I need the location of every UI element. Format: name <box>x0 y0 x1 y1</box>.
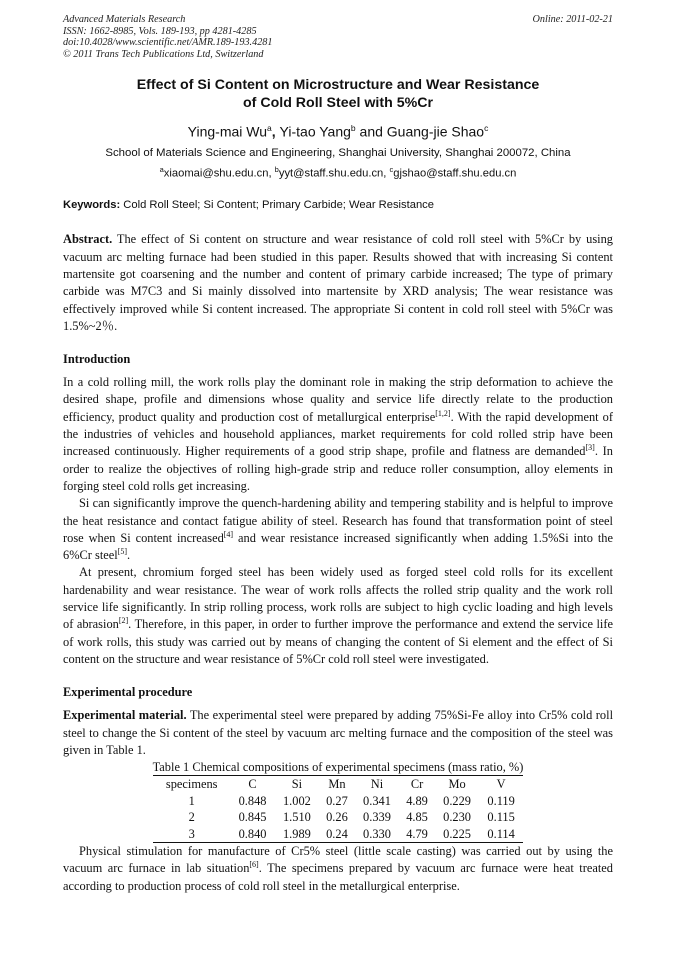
author-conjunction: and <box>355 123 387 140</box>
final-paragraph <box>63 843 613 895</box>
table-cell: 0.119 <box>487 793 515 808</box>
email-address[interactable]: gjshao@staff.shu.edu.cn <box>393 167 517 180</box>
column-header: Si <box>291 777 303 792</box>
table-cell: 2 <box>188 810 195 825</box>
paragraph-text: Si can significantly improve the quench-hardening ability and tempering stability and is helpful to improve the heat resistance and contact fatigue ability of steel. Research has found that transformation point of steel rose when Si content increased <box>63 496 613 545</box>
table-cell: 0.848 <box>238 793 267 808</box>
column-header: Cr <box>410 777 424 792</box>
table-header-row <box>153 776 523 793</box>
table-cell: 0.225 <box>443 826 472 841</box>
table-cell: 1.510 <box>282 810 311 825</box>
table-caption: Table 1 Chemical compositions of experimental specimens (mass ratio, %) <box>152 760 524 775</box>
table-cell: 1.989 <box>282 826 311 841</box>
title-line-1: Effect of Si Content on Microstructure and Wear Resistance <box>136 77 540 93</box>
paper-title <box>63 77 613 112</box>
column-header: Mn <box>328 777 346 792</box>
column-header: Ni <box>370 777 384 792</box>
email-mark: b <box>274 164 279 174</box>
table-row <box>153 793 523 810</box>
email-mark: c <box>389 164 394 174</box>
table-cell: 4.85 <box>406 810 428 825</box>
paragraph-text: . The specimens prepared by vacuum arc furnace were heat treated according to production process of cold roll steel in the metallurgical enterprise. <box>63 861 613 893</box>
paragraph-text: Physical stimulation for manufacture of Cr5% steel (little scale casting) was carried out by using the vacuum arc furnace in lab situation <box>63 844 613 876</box>
column-header: Mo <box>448 777 466 792</box>
table-cell: 1.002 <box>282 793 311 808</box>
table-cell: 3 <box>188 826 195 841</box>
citation[interactable]: [4] <box>223 529 234 539</box>
title-line-2: of Cold Roll Steel with 5%Cr <box>243 94 433 111</box>
paragraph-text: In a cold rolling mill, the work rolls play the dominant role in making the strip deformation to achieve the desired shape, profile and dimensions whose quality and service life directly relate to the production efficiency, product quality and production cost of metallurgical enterprise <box>63 375 613 424</box>
copyright-line: © 2011 Trans Tech Publications Ltd, Switzerland <box>63 48 264 60</box>
author-affil-mark: c <box>484 123 489 133</box>
table-row <box>153 809 523 826</box>
author-name: Guang-jie Shao <box>386 123 485 140</box>
table-cell: 0.115 <box>487 810 515 825</box>
table-cell: 0.840 <box>238 826 267 841</box>
paragraph-text: and wear resistance increased significantly when adding 1.5%Si into the 6%Cr steel <box>63 530 613 563</box>
keywords-text: Cold Roll Steel; Si Content; Primary Carbide; Wear Resistance <box>120 199 434 212</box>
author-separator: , <box>271 123 280 140</box>
paragraph-text: . Therefore, in this paper, in order to further improve the performance and extend the service life of work rolls, this study was carried out by means of changing the content of Si element and the effect of Si content on the structure and wear resistance of 5%Cr cold roll steel were investigated. <box>63 617 613 666</box>
table-cell: 0.114 <box>487 826 515 841</box>
author-name: Yi-tao Yang <box>279 123 351 140</box>
table-cell: 0.230 <box>443 810 472 825</box>
author-emails: $^a$xiaomai@shu.edu.cn, $^b$yyt@staff.shu.edu.cn, $^c$gjshao@staff.shu.edu.cn <box>159 164 517 180</box>
paragraph-text: The experimental steel were prepared by adding 75%Si-Fe alloy into Cr5% cold roll steel to change the Si content of the steel by vacuum arc melting furnace and the composition of the steel was given in Table 1. <box>63 708 614 757</box>
citation[interactable]: [2] <box>118 616 129 626</box>
abstract <box>63 231 613 335</box>
online-date: Online: 2011-02-21 <box>532 14 613 25</box>
citation[interactable]: [3] <box>585 443 595 453</box>
composition-table-block <box>143 759 533 843</box>
doi-line: doi:10.4028/www.scientific.net/AMR.189-193.4281 <box>63 37 273 48</box>
intro-paragraph-3 <box>63 564 613 668</box>
email-mark: a <box>159 164 164 174</box>
journal-name: Advanced Materials Research <box>63 14 186 25</box>
table-cell: 0.845 <box>238 810 267 825</box>
journal-header <box>63 14 613 60</box>
affiliation: School of Materials Science and Engineering, Shanghai University, Shanghai 200072, China <box>105 146 571 159</box>
section-heading-introduction: Introduction <box>63 352 131 367</box>
composition-table <box>153 775 523 843</box>
table-row <box>153 826 523 843</box>
column-header: specimens <box>165 777 218 792</box>
issn-line: ISSN: 1662-8985, Vols. 189-193, pp 4281-4285 <box>63 25 257 37</box>
table-cell: 0.26 <box>326 810 348 825</box>
keywords-label: Keywords: <box>63 199 121 212</box>
abstract-text: The effect of Si content on structure and wear resistance of cold roll steel with 5%Cr by using vacuum arc melting furnace had been studied in this paper. Results showed that with increasing Si content martensite got coarsening and the number and content of primary carbide increased; The type of primary carbide was M7C3 and Si mainly dissolved into martensite by XRD analysis; The wear resistance was effectively improved while Si content increased. The appropriate Si content in cold roll steel with 5%Cr was 1.5%~2％. <box>63 232 613 333</box>
table-cell: 0.24 <box>326 826 348 841</box>
subheading-experimental-material: Experimental material. <box>63 708 187 723</box>
table-cell: 1 <box>188 793 195 808</box>
table-cell: 0.341 <box>363 793 391 808</box>
table-cell: 4.89 <box>406 793 428 808</box>
author-affil-mark: a <box>267 123 272 133</box>
table-cell: 0.27 <box>326 793 348 808</box>
column-header: V <box>496 777 506 792</box>
table-cell: 0.330 <box>363 826 391 841</box>
citation[interactable]: [6] <box>249 860 259 870</box>
email-address[interactable]: xiaomai@shu.edu.cn <box>163 167 269 180</box>
paragraph-text: . With the rapid development of the industries of vehicles and household appliances, market requirements for cold rolled strip have been increased continuously. Higher requirements of a good strip shape, profile and flatness are demanded <box>63 409 614 459</box>
citation[interactable]: [1,2] <box>435 408 451 418</box>
paper-page <box>63 14 613 895</box>
table-cell: 0.229 <box>443 793 472 808</box>
table-cell: 4.79 <box>406 826 428 841</box>
column-header: C <box>248 777 257 792</box>
intro-paragraph-2 <box>63 495 613 564</box>
paragraph-text: . In order to realize the objectives of rolling high-grade strip and reduce roller consumption, alloy elements in forging steel cold rolls get increasing. <box>63 444 613 493</box>
experimental-material-paragraph <box>63 707 613 759</box>
author-name: Ying-mai Wu <box>187 123 268 140</box>
table-cell: 0.339 <box>363 810 391 825</box>
author-affil-mark: b <box>350 123 356 133</box>
paragraph-text: At present, chromium forged steel has been widely used as forged steel cold rolls for its excellent hardenability and wear resistance. The wear of work rolls affects the rolled strip quality and the work roll service life significantly. In strip rolling process, work rolls are subject to high cyclic loading and high levels of abrasion <box>63 565 613 632</box>
email-address[interactable]: yyt@staff.shu.edu.cn <box>278 167 384 180</box>
author-list <box>63 123 613 140</box>
abstract-label: Abstract. <box>63 232 113 247</box>
paragraph-text: . <box>127 548 131 563</box>
keywords <box>63 199 613 211</box>
intro-paragraph-1 <box>63 374 613 495</box>
section-heading-experimental: Experimental procedure <box>63 685 193 700</box>
citation[interactable]: [5] <box>117 547 128 557</box>
